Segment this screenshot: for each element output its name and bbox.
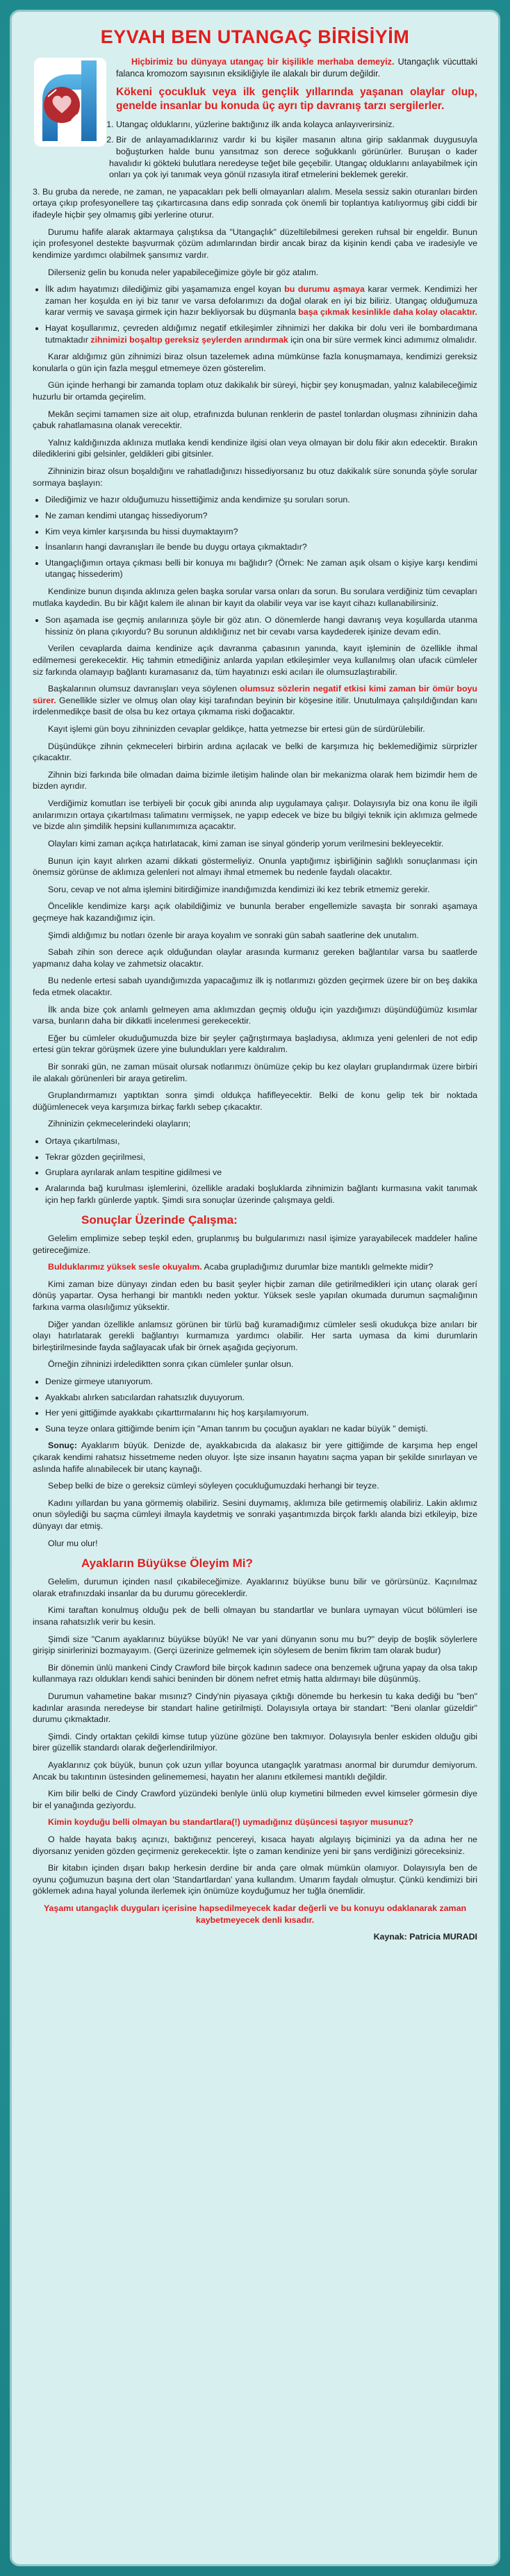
paragraph: Şimdi. Cindy ortaktan çekildi kimse tutup yüzüne gözüne ben takmıyor. Dolayısıyla benler eskiden olduğu gibi birer güzellik standardı olarak değerlendirilmiyor.: [33, 1731, 477, 1753]
paragraph: Eğer bu cümleler okuduğumuzda bize bir şeyler çağrıştırmaya başladıysa, aklımıza yeni gelenleri de not edip ertesi gün tekrar görüşmek üzere yine bulundukları yere kaldıralım.: [33, 1033, 477, 1055]
list-item: 1. Utangaç olduklarını, yüzlerine baktığınız ilk anda kolayca anlayıverirsiniz.: [109, 119, 477, 131]
author-credit: Kaynak: Patricia MURADI: [373, 1932, 477, 1942]
paragraph: Karar aldığımız gün zihnimizi biraz olsun tazelemek adına mümkünse fazla konuşmamaya, kendimizi gereksiz konularla o gün için fazla meşgul etmemeye özen gösterelim.: [33, 352, 477, 373]
list-item: • Ayakkabı alırken satıcılardan rahatsızlık duyuyorum.: [45, 1392, 477, 1404]
list-item-3: 3. Bu gruba da nerede, ne zaman, ne yapacakları pek belli olmayanları alalım. Mesela sessiz sakin oturanları birden ortaya çıkıp profesyonellere taş çıkartırcasına dans edip sonrada çok önemli bir toplantıya katılıyormuş gibi ciddi bir ifadeyle hiçbir şey olmamış gibi yerlerine oturur.: [33, 186, 477, 220]
list-item: • Kim veya kimler karşısında bu hissi duymaktayım?: [45, 526, 477, 538]
section-heading-feet: Ayakların Büyükse Öleyim Mi?: [81, 1557, 253, 1570]
list-item: • Suna teyze onlara gittiğimde benim için "Aman tanrım bu çocuğun ayakları ne kadar büyük " demişti.: [45, 1423, 477, 1435]
list-item: • İlk adım hayatımızı dilediğimiz gibi yaşamamıza engel koyan bu durumu aşmaya karar vermek. Kendimizi her zaman her koşulda en iyi biz tanır ve varsa defolarımızı da doğal olarak en iyi biz biliriz. Utangaç olduğumuza karar vermiş ve savaşa girmek için hazır bekliyorsak bu düşmanla başa çıkmak kesinlikle daha kolay olacaktır.: [45, 284, 477, 318]
paragraph: Verilen cevaplarda daima kendinize açık davranma çabasının yanında, kayıt işleminin de özellikle ihmal edilmemesi gerekecektir. Hiç tahmin etmediğiniz anlarda yapılan etkileşimler veya kullanılmış olan ufacık cümleler siz farkında olamayıp bağlantı kuramasanız da, tüm hayatınızı eski acıları ile olumsuzlaştırabilir.: [33, 643, 477, 677]
paragraph: Kimi zaman bize dünyayı zindan eden bu basit şeyler hiçbir zaman dile getirilmedikleri için utanç olarak gerí dönüş yapartar. Oysa herhangi bir mantıklı neden yoktur. Yüksek sesle yapılan okumada durumun saçmalığının farkına varma olasılığımız yüksektir.: [33, 1279, 477, 1312]
paragraph: Mekân seçimi tamamen size ait olup, etrafınızda bulunan renklerin de pastel tonlardan oluşması zihninizin daha çabuk rahatlamasına olanak verecektir.: [33, 409, 477, 431]
intro-highlight: Hiçbirimiz bu dünyaya utangaç bir kişilikle merhaba demeyiz.: [131, 57, 395, 67]
process-list: [33, 1135, 477, 1206]
list-item: • Hayat koşullarımız, çevreden aldığımız negatif etkileşimler zihnimizi her dakika bir dolu veri ile bombardımana tutmaktadır zihnimizi boşaltıp gereksiz şeylerden arındırmak için ona bir süre vermek kinci adımımız olmalıdır.: [45, 322, 477, 345]
paragraph: Dilerseniz gelin bu konuda neler yapabileceğimize göyle bir göz atalım.: [48, 267, 319, 277]
last-step-list: [33, 614, 477, 637]
paragraph: Sebep belki de bize o gereksiz cümleyi söyleyen çocukluğumuzdaki herhangi bir teyze.: [48, 1481, 379, 1491]
list-item-text: Bu gruba da nerede, ne zaman, ne yapacakları pek belli olmayanları alalım. Mesela sessiz sakin oturanları birden ortaya çıkıp profesyonellere taş çıkartırcasına dans edip sonrada çok önemli bir toplantıya katılıyormuş gibi ciddi bir ifadeyle hiçbir şey olmamış gibi yerlerine oturur.: [33, 186, 477, 220]
paragraph: Bu nedenle ertesi sabah uyandığımızda yapacağımız ilk iş notlarımızı gözden geçirmek üzere bir on beş dakika feda etmek olacaktır.: [33, 976, 477, 997]
paragraph: Kim bilir belki de Cindy Crawford yüzündeki benlyle ünlü olup kıymetini bilmeden evvel kimseler görmesin diye bir el yanağında geziyordu.: [33, 1789, 477, 1810]
heart-photo-logo-icon: [33, 56, 108, 148]
list-item: • Her yeni gittiğimde ayakkabı çıkarttırmalarını hiç hoş karşılamıyorum.: [45, 1407, 477, 1419]
paragraph: Diğer yandan özellikle anlamsız görünen bir türlü bağ kuramadığımız cümleler sesli okudukça bize anıları bir olayı hatırlatarak gerekli bağlantıyı kurmamıza yardımcı olabilir. Her sarta uymasa da kimi durumlarin birleştirilmesinde fayda sağlayacak ufak bir örnek aşağıda geçiyorum.: [33, 1319, 477, 1352]
paragraph: Yalnız kaldığınızda aklınıza mutlaka kendi kendinize ilgisi olan veya olmayan bir dolu fikir akın edecektir. Bırakın dilediklerini gibi gelsinler, geldikleri gibi gitsinler.: [33, 437, 477, 459]
paragraph: Olur mu olur!: [48, 1538, 98, 1548]
paragraph: Ayaklarınız çok büyük, bunun çok uzun yıllar boyunca utangaçlık yaratması anormal bir durumdur demiyorum. Ancak bu takıntının üstesinden gelinememesi, hayatın her alanını etkilemesi mantıklı değildir.: [33, 1760, 477, 1782]
paragraph: Bir dönemin ünlü mankeni Cindy Crawford bile birçok kadının sadece ona benzemek uğruna yapay da olsa takıp kullanmaya razı oldukları kendi sahici beninden bir dönem nefret etmiş hatta aldırmayı bile düşünmüş.: [33, 1662, 477, 1684]
example-list: [33, 1376, 477, 1434]
paragraph: Durumu hafife alarak aktarmaya çalıştıksa da "Utangaçlık" düzeltilebilmesi gereken ruhsal bir engeldir. Bunun için profesyonel destekte başvurmak çözüm adımlarından birdir ancak biraz da kişinin kendi çaba ve iradesiyle ve kendimize yardımcı olabilmek şansımız vardır.: [33, 227, 477, 260]
paragraph: Kadını yıllardan bu yana görmemiş olabiliriz. Sesini duymamış, aklımıza bile getirmemiş olabiliriz. Lakin aklımız onun söylediği bu saçma cümleyi ilmayla kaydetmiş ve sonraki yaşantımızda birçok farklı alanda bizi etkileyip, bize dünyayı dar etmiş.: [33, 1498, 477, 1532]
paragraph: Bir sonraki gün, ne zaman müsait olursak notlarımızı önümüze çekip bu kez olayları gruplandırmak üzere birbiri ile alakalı görünenleri bir araya getirelim.: [33, 1062, 477, 1083]
paragraph: Şimdi aldığımız bu notları özenle bir araya koyalım ve sonraki gün sabah saatlerine dek unutalım.: [48, 930, 419, 940]
article-title: EYVAH BEN UTANGAÇ BİRİSİYİM: [100, 26, 410, 47]
list-item: • Utangaçlığımın ortaya çıkması belli bir konuya mı bağlıdır? (Örnek: Ne zaman aşık olsam o kişiye karşı kendimi utangaç hissederim): [45, 557, 477, 580]
list-item: • Ne zaman kendimi utangaç hissediyorum?: [45, 510, 477, 522]
list-item: • Denize girmeye utanıyorum.: [45, 1376, 477, 1388]
paragraph: Bunun için kayıt alırken azami dikkati göstermeliyiz. Onunla yaptığımız işbirliğinin sağlıklı sonuçlanması için önemsiz görünse de aklımıza gelenleri not almayı ihmal etmemek bu nedenle faydalı olacaktır.: [33, 855, 477, 878]
lead-paragraph: Kökeni çocukluk veya ilk gençlik yıllarında yaşanan olaylar olup, genelde insanlar bu konuda üç ayrı tip davranış tarzı sergilerler.: [116, 85, 477, 112]
paragraph: Verdiğimiz komutları ise terbiyeli bir çocuk gibi anında alıp uygulamaya çalışır. Dolayısıyla biz ona konu ile ilgili anılarımızın ortaya çıkartılması talimatını vermişsek, ne yapıp edecek ve bize bu bilgiyi teknik için aklımıza gelmede ve bizde alın şimdilik hepsini kullanımımıza açacaktır.: [33, 798, 477, 832]
paragraph: Kayıt işlemi gün boyu zihninizden cevaplar geldikçe, hatta yetmezse bir ertesi gün de sürdürülebilir.: [48, 724, 425, 735]
list-item: • İnsanların hangi davranışları ile bende bu duygu ortaya çıkmaktadır?: [45, 541, 477, 553]
article-page: [10, 10, 500, 2566]
list-item: • Dilediğimiz ve hazır olduğumuzu hissettiğimiz anda kendimize şu soruları sorun.: [45, 494, 477, 506]
section-heading-results: Sonuçlar Üzerinde Çalışma:: [81, 1213, 238, 1227]
closing-statement: Yaşamı utangaçlık duyguları içerisine hapsedilmeyecek kadar değerli ve bu konuyu odaklanarak zaman kaybetmeyecek denli kısadır.: [43, 1903, 467, 1925]
paragraph: Kimin koyduğu belli olmayan bu standartlara(!) uymadığınız düşüncesi taşıyor musunuz?: [48, 1817, 413, 1828]
paragraph: Gruplandırmamızı yaptıktan sonra şimdi oldukça hafifleyecektir. Belki de konu gelip tek bir noktada düğümlenecek veya karşımıza birkaç farklı sebep çıkacaktır.: [33, 1090, 477, 1112]
paragraph: Sabah zihin son derece açık olduğundan olaylar arasında kurmanız gereken bağlantılar varsa bu saatlerde yapmanız daha kolay ve zahmetsiz olacaktır.: [33, 947, 477, 969]
paragraph: Şimdi size "Canım ayaklarınız büyükse büyük! Ne var yani dünyanın sonu mu bu?" deyip de boşlik söylerlere girişip sinirlerinizi bozmayayım. (Gerçi üzerinize gelmemek için söylesem de benim fikrim tam olarak budur): [33, 1634, 477, 1656]
paragraph: Kimi taraftan konulmuş olduğu pek de belli olmayan bu standartlar ve bunlara uymayan vücut bölümleri ise insana rahatsızlık verir bu kesin.: [33, 1605, 477, 1627]
list-item: • Son aşamada ise geçmiş anılarınıza şöyle bir göz atın. O dönemlerde hangi davranış veya koşullarda utanma hissiniz ön plana çıkıyordu? Bu sorunun aldıklığınız net bir cevabı varsa kaydederek işinize devam edin.: [45, 614, 477, 637]
paragraph: Örneğin zihninizi irdelediktten sonra çıkan cümleler şunlar olsun.: [48, 1359, 294, 1370]
paragraph: Sonuç: Ayaklarım büyük. Denizde de, ayakkabıcıda da alakasız bir yere gittiğimde de karşıma hep engel çıkarak kendimi rahatsız hissetmeme neden oluyor. İşte size insanın hayatını saçma yapan bir şekilde sınırlayan ve aslında hafife alınabilecek bir utanç kaynağı.: [33, 1441, 477, 1474]
list-item: • Ortaya çıkartılması,: [45, 1135, 477, 1147]
paragraph: Soru, cevap ve not alma işlemini bitirdiğimize inandığımızda kendimizi iki kez tebrik etmemiz gerekir.: [48, 884, 430, 894]
paragraph: Bir kitabın içinden dışarı bakıp herkesin derdine bir anda çare olmak mümkün olamıyor. Dolayısıyla ben de oyunu çoğumuzun başına dert olan 'Standartlardan' yana kullandım. Umarım faydalı olmuştur. Çünkü kendimizi biri göklemek adına hayal yolunda ilerlemek için önümüze koyduğumuz her tuğla önemlidir.: [33, 1863, 477, 1896]
paragraph: Kendinize bunun dışında aklınıza gelen başka sorular varsa onları da sorun. Bu sorulara verdiğiniz tüm cevapları mutlaka kaydedin. Bu bir kâğıt kalem ile alınan bir kayıt da olabilir veya var ise kayıt cihazı kullanabilirsiniz.: [33, 586, 477, 608]
paragraph: Gün içinde herhangi bir zamanda toplam otuz dakikalık bir süreyi, hiçbir şey konuşmadan, yalnız kalabileceğimiz huzurlu bir ortamda geçirelim.: [33, 380, 477, 402]
steps-list: [33, 284, 477, 345]
paragraph: Başkalarının olumsuz davranışları veya söylenen olumsuz sözlerin negatif etkisi kimi zaman bir ömür boyu sürer. Genellikle sizler ve olmuş olan olay kişi tarafından beyinin bir köşesine itilir. Unutulmaya çalışıldığından kanı irdelenmedikçe basit de olsa bu kez ortaya çıkmama riski doğacaktır.: [33, 684, 478, 717]
paragraph: Zihnin bizi farkında bile olmadan daima bizimle iletişim halinde olan bir mekanizma olarak hem bizimdir hem de bizden ayrıdır.: [33, 769, 477, 791]
list-item: • Aralarında bağ kurulması işlemlerini, özellikle aradaki boşluklarda zihnimizin bağlantı kurmasına vakit tanımak için hep farklı günlerde yaptık. Şimdi sıra sonuçlar üzerinde çalışmaya geldi.: [45, 1183, 477, 1206]
questions-list: [33, 494, 477, 580]
paragraph: Olayları kimi zaman açıkça hatırlatacak, kimi zaman ise sinyal gönderip yorum verilmesini bekleyecektir.: [48, 838, 444, 848]
paragraph: Zihninizin biraz olsun boşaldığını ve rahatladığınızı hissediyorsanız bu otuz dakikalık süre sonunda şöyle sorular sormaya başlayın:: [33, 466, 477, 488]
paragraph: Gelelim, durumun içinden nasıl çıkabileceğimize. Ayaklarınız büyükse bunu bilir ve görürsünüz. Kaçınılmaz olarak etrafınızdaki insanlar da bu durumu göreceklerdir.: [33, 1577, 477, 1598]
paragraph: O halde hayata bakış açınızı, baktığınız pencereyi, kısaca hayatı algılayış biçiminizi ya da adına her ne diyorsanız yeniden gözden geçirmeniz gerekecektir. İşte o zaman kendinize yeni bir şans verdiğinizi göreceksiniz.: [33, 1835, 477, 1856]
paragraph: Durumun vahametine bakar mısınız? Cindy'nin piyasaya çıktığı dönemde bu herkesin tu kaka dediği bu "ben" kadınlar arasında neredeyse bir standart haline getirilmişti. Dolayısıyla ortaya bir standart: "Beni olanlar güzeldir" durumu çıkmaktadır.: [33, 1691, 477, 1725]
paragraph: Düşündükçe zihnin çekmeceleri birbirin ardına açılacak ve belki de karşımıza hiç beklemediğimiz sürprizler çıkacaktır.: [33, 741, 477, 763]
intro-rest: Utangaçlık vücuttaki falanca kromozom sayısının eksikliğiyle ile alakalı bir durum değildir.: [116, 57, 477, 79]
paragraph: Zihninizin çekmecelerindeki olayların;: [48, 1119, 191, 1129]
paragraph: Bulduklarımız yüksek sesle okuyalım. Acaba grupladığımız durumlar bize mantıklı gelmekte midir?: [48, 1262, 434, 1272]
paragraph: Öncelikle kendimize karşı açık olabildiğimiz ve bununla beraber engellemizle savaşta bir sonraki aşamaya geçmeye hak kazandığımız için.: [33, 901, 477, 923]
paragraph: Gelelim emplimize sebep teşkil eden, gruplanmış bu bulgularımızı nasıl işimize yarayabilecek maddeler haline getireceğimize.: [33, 1233, 477, 1255]
list-item: • Tekrar gözden geçirilmesi,: [45, 1151, 477, 1163]
paragraph: İlk anda bize çok anlamlı gelmeyen ama aklımızdan geçmiş olduğu için yazdığımızı düşündüğümüz kısımlar varsa, bunların daha bir dikkatli incelenmesi gerekecektir.: [33, 1004, 477, 1026]
list-item: • Gruplara ayrılarak anlam tespitine gidilmesi ve: [45, 1167, 477, 1179]
list-item: 2. Bir de anlayamadıklarınız vardır ki bu kişiler masanın altına girip saklanmak duygusuyla boğuşturken halde bunu yansıtmaz son derece soğukkanlı görünürler. Buruşan o kader havalıdır ki gökteki bulutlara neredeyse teğet bile geçebilir. Utangaç olduklarını anlayabilmek için onları ya çok iyi tanımak veya gönül rızasıyla itiraf etmelerini beklemek gerekir.: [109, 134, 477, 180]
